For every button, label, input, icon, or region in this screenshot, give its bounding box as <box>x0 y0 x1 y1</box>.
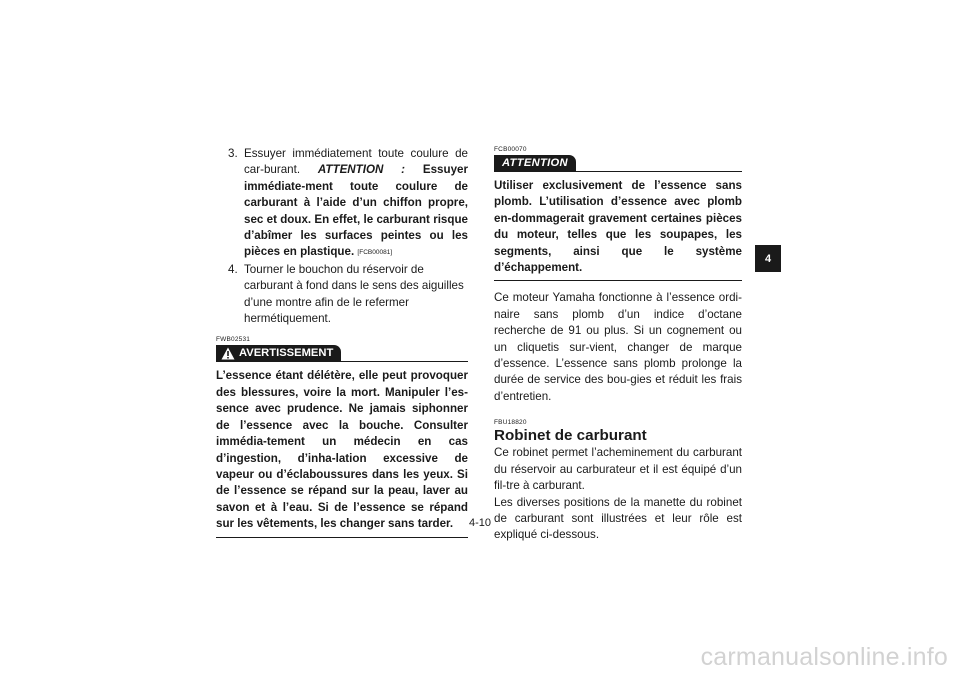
section-paragraph-1: Ce robinet permet l’acheminement du carburant du réservoir au carburateur et il est équipé d’un fil-tre à carburant. <box>494 446 742 493</box>
warning-header <box>216 345 468 362</box>
attention-label: ATTENTION : <box>317 163 406 177</box>
step-3 <box>228 146 468 262</box>
attention-text: Utiliser exclusivement de l’essence sans plomb. L’utilisation d’essence avec plomb en-dommagerait gravement certaines pièces du moteur, telles que les soupapes, les segments, ainsi que le système d’échappement. <box>494 179 742 275</box>
step-text: Essuyer immédiatement toute coulure de car-burant. <box>244 147 468 177</box>
section-code: FBU18820 <box>494 419 527 427</box>
chapter-tab: 4 <box>755 245 781 272</box>
warning-text: L’essence étant délétère, elle peut provoquer des blessures, voire la mort. Manipuler l’es-sence avec prudence. Ne jamais siphonner de l’essence avec la bouche. Consulter immédia-tement un médecin en cas d’ingestion, d’inha-lation excessive de vapeur ou d’éclaboussures dans les yeux. Si de l’essence se répand sur la peau, laver au savon et à l’eau. Si de l’essence se répand sur les vêtements, les changer sans tarder. <box>216 369 468 531</box>
section-paragraph-2: Les diverses positions de la manette du robinet de carburant sont illustrées et leur rôle est expliqué ci-dessous. <box>494 495 742 542</box>
warning-code: FWB02531 <box>216 336 251 344</box>
attention-badge: ATTENTION <box>494 155 576 171</box>
step-4 <box>228 262 468 328</box>
step-number: 3. <box>228 147 238 160</box>
warning-badge <box>216 345 341 361</box>
watermark: carmanualsonline.info <box>700 643 948 671</box>
attention-text: Essuyer immédiate-ment toute coulure de carburant à l’aide d’un chiffon propre, sec et doux. En effet, le carburant risque d’abîmer les surfaces peintes ou les pièces en plastique. <box>244 163 468 259</box>
attention-header <box>494 155 742 172</box>
step-text: Tourner le bouchon du réservoir de carburant à fond dans le sens des aiguilles d’une montre afin de le refermer hermétiquement. <box>244 262 464 326</box>
page-number: 4-10 <box>468 517 492 529</box>
reference-code: [FCB00081] <box>357 249 393 257</box>
section-title: Robinet de carburant <box>494 427 647 445</box>
step-number: 4. <box>228 262 238 276</box>
attention-code: FCB00070 <box>494 146 527 153</box>
warning-triangle-icon <box>221 347 235 360</box>
right-column <box>494 146 742 544</box>
left-column <box>216 146 468 538</box>
warning-label: AVERTISSEMENT <box>239 347 334 360</box>
warning-end-rule <box>216 537 468 538</box>
fuel-paragraph: Ce moteur Yamaha fonctionne à l’essence ordi-naire sans plomb d’un indice d’octane recherche de 91 ou plus. Si un cognement ou un cliquetis sur-vient, changer de marque d’essence. L’essence sans plomb prolonge la durée de service des bou-gies et réduit les frais d’entretien. <box>494 291 742 403</box>
